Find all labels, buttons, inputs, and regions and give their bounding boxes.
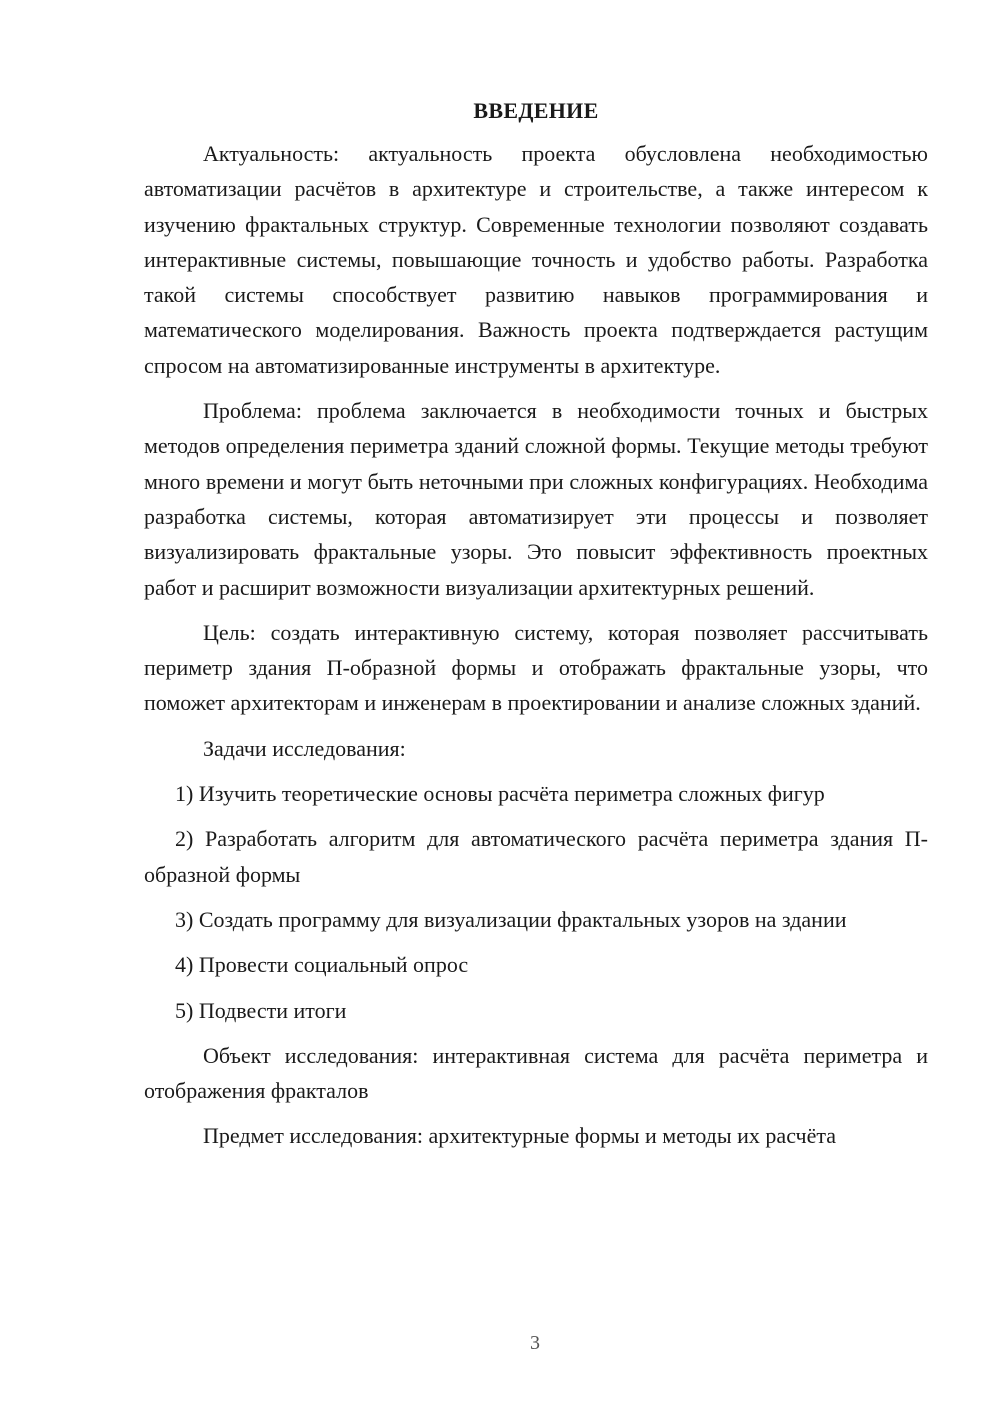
task-item-1: 1) Изучить теоретические основы расчёта периметра сложных фигур xyxy=(175,781,825,807)
tasks-heading: Задачи исследования: xyxy=(203,735,406,761)
task-item-3: 3) Создать программу для визуализации фрактальных узоров на здании xyxy=(175,906,847,932)
paragraph-relevance: Актуальность: актуальность проекта обусловлена необходимостью автоматизации расчётов в архитектуре и строительстве, а также интересом к изучению фрактальных структур. Современные технологии позволяют создавать интерактивные системы, повышающие точность и удобство работы. Разработка такой системы способствует развитию навыков программирования и математического моделирования. Важность проекта подтверждается растущим спросом на автоматизированные инструменты в архитектуре. xyxy=(144,141,928,378)
task-item-4: 4) Провести социальный опрос xyxy=(175,952,469,978)
task-item-5: 5) Подвести итоги xyxy=(175,997,347,1023)
task-item-2: 2) Разработать алгоритм для автоматического расчёта периметра здания П-образной формы xyxy=(144,826,928,887)
page-title: ВВЕДЕНИЕ xyxy=(473,98,599,123)
paragraph-problem: Проблема: проблема заключается в необходимости точных и быстрых методов определения периметра зданий сложной формы. Текущие методы требуют много времени и могут быть неточными при сложных конфигурациях. Необходима разработка системы, которая автоматизирует эти процессы и позволяет визуализировать фрактальные узоры. Это повысит эффективность проектных работ и расширит возможности визуализации архитектурных решений. xyxy=(144,398,928,600)
paragraph-object: Объект исследования: интерактивная система для расчёта периметра и отображения фракталов xyxy=(144,1042,928,1104)
page-number: 3 xyxy=(530,1332,540,1354)
paragraph-subject: Предмет исследования: архитектурные формы и методы их расчёта xyxy=(203,1123,836,1149)
document-page xyxy=(144,96,928,1164)
paragraph-goal: Цель: создать интерактивную систему, которая позволяет рассчитывать периметр здания П-образной формы и отображать фрактальные узоры, что поможет архитекторам и инженерам в проектировании и анализе сложных зданий. xyxy=(144,619,928,716)
